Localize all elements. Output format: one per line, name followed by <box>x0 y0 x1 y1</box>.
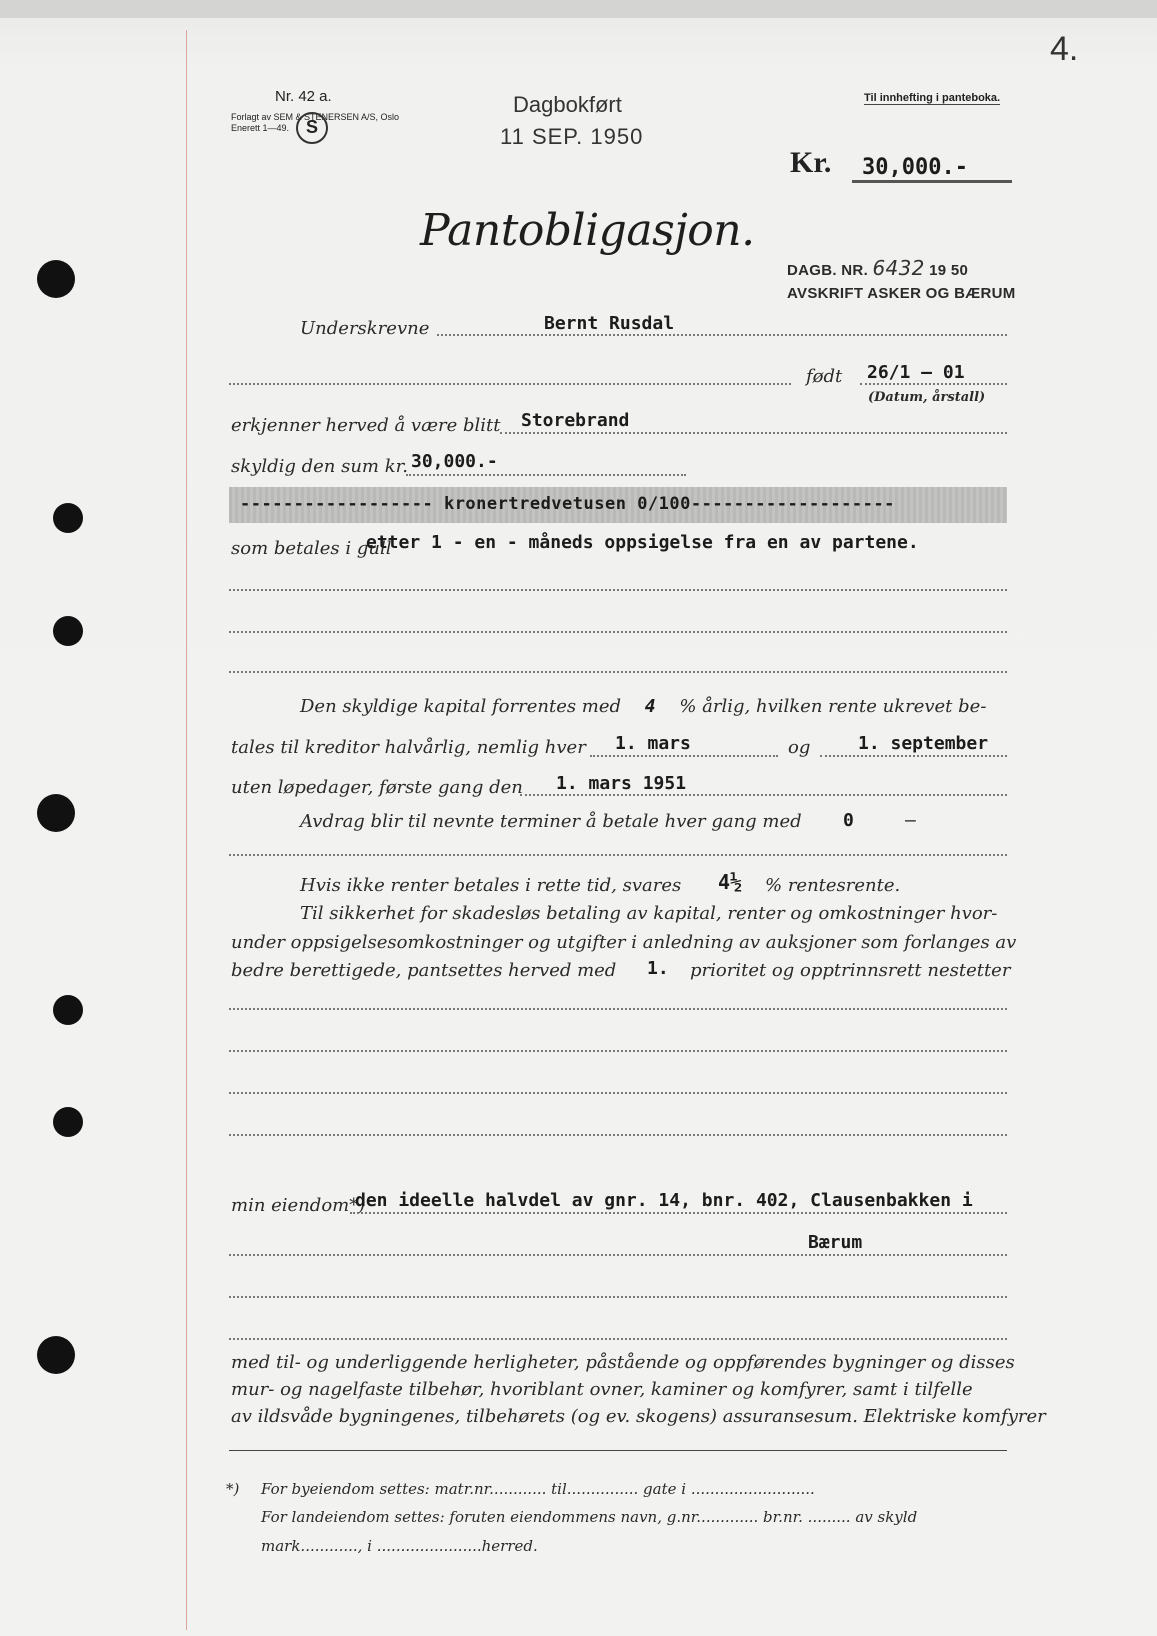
field-label-sum: skyldig den sum kr. <box>231 456 408 477</box>
interest-date-2: 1. september <box>858 733 989 754</box>
born-hint: (Datum, årstall) <box>868 390 986 405</box>
dagbokfort-stamp-label: Dagbokført <box>513 92 622 117</box>
field-value-sum: 30,000.- <box>411 451 498 472</box>
field-label-undersigned: Underskrevne <box>300 318 430 339</box>
footnote-line-2: For landeiendom settes: foruten eiendommens navn, g.nr............. br.nr. ......... av skyld <box>261 1508 918 1526</box>
interest-og: og <box>788 737 811 758</box>
binder-hole <box>37 1336 75 1374</box>
field-value-creditor: Storebrand <box>521 410 630 431</box>
default-interest-suffix: % rentesrente. <box>765 875 901 896</box>
page-number-handwritten: 4. <box>1050 30 1079 68</box>
footnote-marker: *) <box>226 1480 240 1498</box>
margin-rule <box>186 30 187 1630</box>
publisher-line: Forlagt av SEM & STENERSEN A/S, Oslo Enerett 1—49. <box>231 112 400 133</box>
security-line-3-label: bedre berettigede, pantsettes herved med <box>231 960 617 981</box>
property-value-1: den ideelle halvdel av gnr. 14, bnr. 402, Clausenbakken i <box>355 1190 973 1211</box>
registration-number-stamp: DAGB. NR. 6432 19 50 <box>787 256 969 280</box>
field-label-creditor: erkjenner herved å være blitt <box>231 415 501 436</box>
appurtenances-line-3: av ildsvåde bygningenes, tilbehørets (og ev. skogens) assuransesum. Elektriske komfyrer <box>231 1406 1046 1427</box>
binder-hole <box>53 616 83 646</box>
footnote-line-1: For byeiendom settes: matr.nr............ til............... gate i .......................... <box>261 1480 815 1498</box>
dagbokfort-stamp-date: 11 SEP. 1950 <box>500 124 644 149</box>
default-interest-rate: 4½ <box>718 870 743 894</box>
publisher-logo: S <box>296 112 328 144</box>
form-number: Nr. 42 a. <box>275 88 332 105</box>
security-priority: 1. <box>647 958 669 979</box>
security-line-2: under oppsigelsesomkostninger og utgifter i anledning av auksjoner som forlanges av <box>231 932 1017 953</box>
kr-label: Kr. <box>790 146 832 179</box>
kr-amount: 30,000.- <box>862 155 968 180</box>
avskrift-stamp: AVSKRIFT ASKER OG BÆRUM <box>787 285 1016 302</box>
footnote-line-3: mark............, i ......................herred. <box>261 1537 538 1555</box>
property-label: min eiendom*) <box>231 1195 366 1216</box>
first-payment-date: 1. mars 1951 <box>556 773 687 794</box>
binder-hole <box>37 794 75 832</box>
field-label-payment: som betales i gull <box>231 538 392 559</box>
document-title: Pantobligasjon. <box>420 205 755 256</box>
field-value-undersigned: Bernt Rusdal <box>544 313 675 334</box>
default-interest-label: Hvis ikke renter betales i rette tid, svares <box>300 875 682 896</box>
interest-date-1: 1. mars <box>615 733 691 754</box>
property-value-2: Bærum <box>808 1232 863 1253</box>
scan-top-band <box>0 0 1157 18</box>
appurtenances-line-2: mur- og nagelfaste tilbehør, hvoriblant ovner, kaminer og komfyrer, samt i tilfelle <box>231 1379 973 1400</box>
installment-dash: — <box>905 810 916 831</box>
amount-in-words: ------------------ kronertredvetusen 0/100------------------- <box>240 494 895 514</box>
binder-hole <box>53 503 83 533</box>
appurtenances-line-1: med til- og underliggende herligheter, påstående og oppførendes bygninger og disses <box>231 1352 1015 1373</box>
binder-hole <box>37 260 75 298</box>
first-payment-label: uten løpedager, første gang den <box>231 777 523 798</box>
binder-hole <box>53 995 83 1025</box>
binder-hole <box>53 1107 83 1137</box>
interest-line-2: tales til kreditor halvårlig, nemlig hver <box>231 737 586 758</box>
interest-line-1: Den skyldige kapital forrentes med 4 % årlig, hvilken rente ukrevet be- <box>300 696 987 717</box>
security-line-3-suffix: prioritet og opptrinnsrett nestetter <box>690 960 1011 981</box>
security-line-1: Til sikkerhet for skadesløs betaling av kapital, renter og omkostninger hvor- <box>300 903 998 924</box>
field-value-payment: etter 1 - en - måneds oppsigelse fra en av partene. <box>366 532 919 553</box>
binding-note: Til innhefting i panteboka. <box>864 92 1001 104</box>
installment-value: 0 <box>843 810 854 831</box>
field-label-born: født <box>806 366 843 387</box>
installment-label: Avdrag blir til nevnte terminer å betale hver gang med <box>300 811 802 832</box>
field-value-born: 26/1 – 01 <box>867 362 965 383</box>
